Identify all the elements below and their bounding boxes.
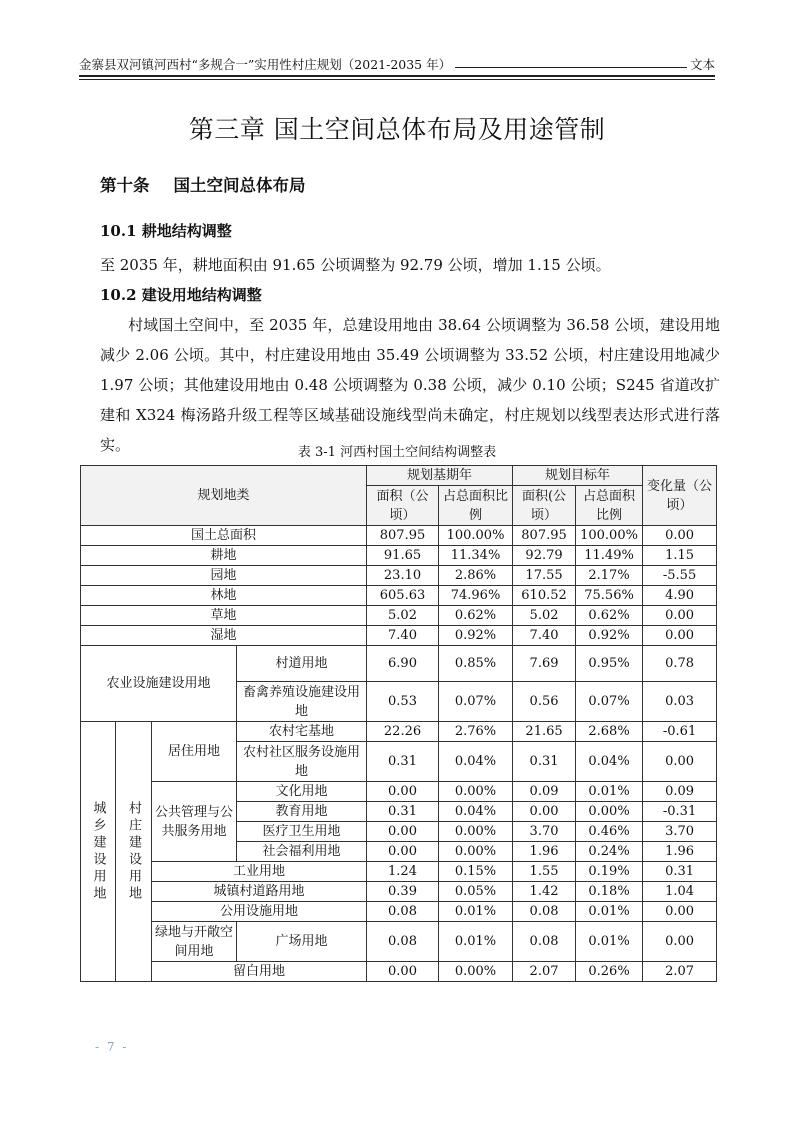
header-target-area: 面积(公顷）: [513, 486, 576, 526]
table-caption: 表 3-1 河西村国土空间结构调整表: [297, 445, 497, 460]
page-number: - 7 -: [95, 1040, 129, 1054]
section-label: 文本: [689, 57, 715, 72]
header-base-year: 规划基期年: [367, 466, 513, 486]
table-row: 林地 605.63 74.96% 610.52 75.56% 4.90: [81, 586, 717, 606]
table-row: 教育用地 0.31 0.04% 0.00 0.00% -0.31: [81, 802, 717, 822]
group-green-open: 绿地与开敞空间用地: [152, 922, 237, 962]
header-target-year: 规划目标年: [513, 466, 643, 486]
group-village-construction: 村庄建设用地: [116, 722, 152, 982]
table-row: 国土总面积 807.95 100.00% 807.95 100.00% 0.00: [81, 526, 717, 546]
running-header: [79, 56, 715, 77]
group-public-service: 公共管理与公共服务用地: [152, 782, 237, 862]
table-row: 公用设施用地 0.08 0.01% 0.08 0.01% 0.00: [81, 902, 717, 922]
table-row: 医疗卫生用地 0.00 0.00% 3.70 0.46% 3.70: [81, 822, 717, 842]
article-title: 国土空间总体布局: [173, 176, 306, 195]
table-row: 工业用地 1.24 0.15% 1.55 0.19% 0.31: [81, 862, 717, 882]
group-urban-rural: 城乡建设用地: [81, 722, 116, 982]
article-number: 第十条: [100, 176, 150, 195]
table-row: 耕地 91.65 11.34% 92.79 11.49% 1.15: [81, 546, 717, 566]
section-heading: 10.1 耕地结构调整: [100, 222, 232, 240]
header-base-ratio: 占总面积比例: [439, 486, 513, 526]
land-use-table: [80, 465, 717, 982]
table-row: 公共管理与公共服务用地 文化用地 0.00 0.00% 0.09 0.01% 0.09: [81, 782, 717, 802]
table-row: 社会福利用地 0.00 0.00% 1.96 0.24% 1.96: [81, 842, 717, 862]
table-row: 草地 5.02 0.62% 5.02 0.62% 0.00: [81, 606, 717, 626]
table-row: 畜禽养殖设施建设用地 0.53 0.07% 0.56 0.07% 0.03: [81, 682, 717, 722]
header-change: 变化量（公顷）: [643, 466, 717, 526]
header-category: 规划地类: [81, 466, 367, 526]
group-agri-facility: 农业设施建设用地: [81, 646, 237, 722]
header-rule: [455, 67, 687, 68]
section-heading: 10.2 建设用地结构调整: [100, 286, 262, 304]
table-row: 湿地 7.40 0.92% 7.40 0.92% 0.00: [81, 626, 717, 646]
header-target-ratio: 占总面积比例: [576, 486, 643, 526]
table-row: 城镇村道路用地 0.39 0.05% 1.42 0.18% 1.04: [81, 882, 717, 902]
table-row: 绿地与开敞空间用地 广场用地 0.08 0.01% 0.08 0.01% 0.00: [81, 922, 717, 962]
document-title: 金寨县双河镇河西村“多规合一”实用性村庄规划（2021-2035 年）: [79, 57, 452, 72]
table-row: 留白用地 0.00 0.00% 2.07 0.26% 2.07: [81, 962, 717, 982]
table-row: 城乡建设用地 村庄建设用地 居住用地 农村宅基地 22.26 2.76% 21.65 2.68% -0.61: [81, 722, 717, 742]
table-row: 园地 23.10 2.86% 17.55 2.17% -5.55: [81, 566, 717, 586]
header-base-area: 面积（公顷）: [367, 486, 439, 526]
table-row: 农业设施建设用地 村道用地 6.90 0.85% 7.69 0.95% 0.78: [81, 646, 717, 682]
table-row: 农村社区服务设施用地 0.31 0.04% 0.31 0.04% 0.00: [81, 742, 717, 782]
section-paragraph: 至 2035 年，耕地面积由 91.65 公顷调整为 92.79 公顷，增加 1.15 公顷。: [100, 256, 611, 274]
article-heading: [100, 174, 306, 198]
group-residential: 居住用地: [152, 722, 237, 782]
chapter-title: 第三章 国土空间总体布局及用途管制: [188, 115, 606, 144]
section-paragraph: 村域国土空间中，至 2035 年，总建设用地由 38.64 公顷调整为 36.58 公顷，建设用地减少 2.06 公顷。其中，村庄建设用地由 35.49 公顷调整为 33.52 公顷，村庄建设用地减少 1.97 公顷；其他建设用地由 0.48 公顷调整为 0.38 公顷，减少 0.10 公顷；S245 省道改扩建和 X324 梅汤路升级工程等区域基础设施线型尚未确定，村庄规划以线型表达形式进行落实。: [100, 316, 720, 454]
